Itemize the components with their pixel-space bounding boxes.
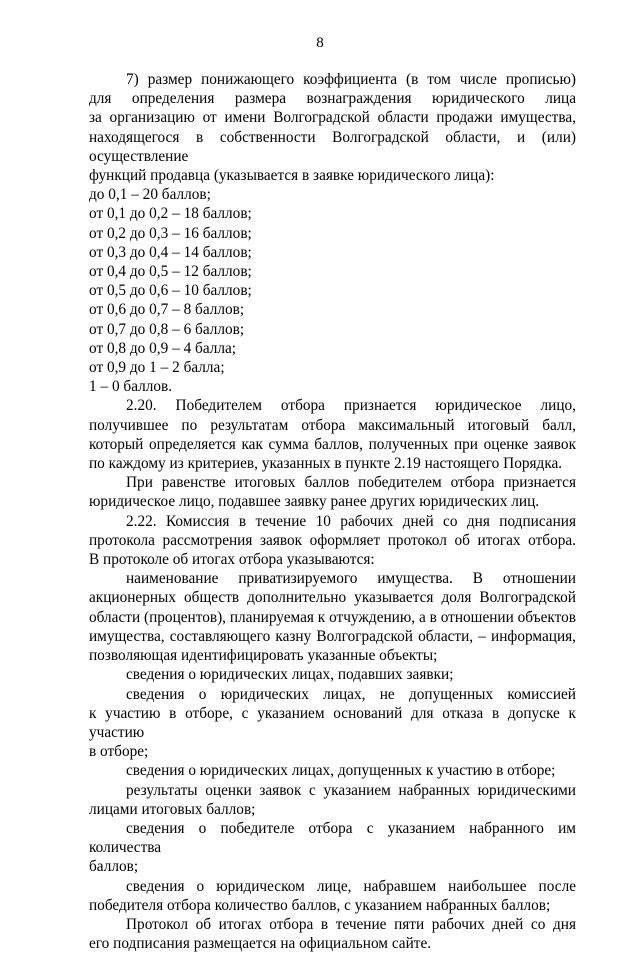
section-2-20-line-3: который определяется как сумма баллов, полученных при оценке заявок: [89, 435, 576, 453]
section-2-23-line-2: его подписания размещается на официальном сайте.: [89, 935, 432, 953]
section-2-21-line-2: юридическое лицо, подавшее заявку ранее других юридических лиц.: [89, 493, 540, 511]
section-2-22-line-2: протокола рассмотрения заявок оформляет протокол об итогах отбора.: [89, 531, 576, 549]
scale-item: от 0,2 до 0,3 – 16 баллов;: [89, 224, 252, 242]
protocol-item-1-line-2: акционерных обществ дополнительно указывается доля Волгоградской: [89, 589, 576, 607]
scale-item: от 0,8 до 0,9 – 4 балла;: [89, 339, 237, 357]
protocol-item-1-line-3: области (процентов), планируемая к отчуждению, а в отношении объектов: [89, 608, 576, 626]
scale-item: от 0,3 до 0,4 – 14 баллов;: [89, 243, 252, 261]
section-2-20-line-4: по каждому из критериев, указанных в пункте 2.19 настоящего Порядка.: [89, 455, 563, 473]
protocol-item-3-line-2: к участию в отборе, с указанием оснований для отказа в допуске к участию: [89, 704, 576, 741]
point7-line-3: за организацию от имени Волгоградской области продажи имущества,: [89, 109, 576, 127]
document-body: [89, 70, 576, 953]
page-number: 8: [316, 35, 324, 51]
scale-item: до 0,1 – 20 баллов;: [89, 186, 211, 204]
protocol-item-3-line-3: в отборе;: [89, 743, 149, 761]
section-2-22-line-3: В протоколе об итогах отбора указываются:: [89, 551, 375, 569]
section-2-22-line-1: 2.22. Комиссия в течение 10 рабочих дней со дня подписания: [126, 512, 576, 530]
scale-item: от 0,1 до 0,2 – 18 баллов;: [89, 205, 252, 223]
protocol-item-2: сведения о юридических лицах, подавших заявки;: [126, 666, 454, 684]
section-2-23-line-1: Протокол об итогах отбора в течение пяти рабочих дней со дня: [126, 915, 576, 933]
scale-item: от 0,7 до 0,8 – 6 баллов;: [89, 320, 245, 338]
section-2-20-line-2: получившее по результатам отбора максимальный итоговый балл,: [89, 416, 576, 434]
scale-item: от 0,6 до 0,7 – 8 баллов;: [89, 301, 245, 319]
section-2-21-line-1: При равенстве итоговых баллов победителем отбора признается: [126, 474, 576, 492]
point7-line-5: функций продавца (указывается в заявке юридического лица):: [89, 167, 495, 185]
protocol-item-1-line-5: позволяющая идентифицировать указанные объекты;: [89, 647, 438, 665]
protocol-item-7-line-2: победителя отбора количество баллов, с указанием набранных баллов;: [89, 896, 551, 914]
scale-item: от 0,5 до 0,6 – 10 баллов;: [89, 282, 252, 300]
protocol-item-5-line-2: лицами итоговых баллов;: [89, 800, 256, 818]
protocol-item-6-line-2: баллов;: [89, 858, 139, 876]
scale-item: 1 – 0 баллов.: [89, 378, 173, 396]
protocol-item-5-line-1: результаты оценки заявок с указанием набранных юридическими: [126, 781, 576, 799]
protocol-item-1-line-4: имущества, составляющего казну Волгоградской области, – информация,: [89, 627, 576, 645]
protocol-item-7-line-1: сведения о юридическом лице, набравшем наибольшее после: [126, 877, 576, 895]
point7-line-1: 7) размер понижающего коэффициента (в том числе прописью): [126, 71, 576, 88]
point7-line-2: для определения размера вознаграждения юридического лица: [89, 90, 576, 108]
section-2-20-line-1: 2.20. Победителем отбора признается юридическое лицо,: [126, 397, 576, 415]
point7-line-4: находящегося в собственности Волгоградской области, и (или) осуществление: [89, 128, 576, 165]
protocol-item-3-line-1: сведения о юридических лицах, не допущенных комиссией: [126, 685, 576, 703]
protocol-item-6-line-1: сведения о победителе отбора с указанием набранного им количества: [89, 819, 576, 857]
scale-item: от 0,4 до 0,5 – 12 баллов;: [89, 263, 252, 281]
scale-item: от 0,9 до 1 – 2 балла;: [89, 359, 225, 377]
protocol-item-1-line-1: наименование приватизируемого имущества. В отношении: [126, 570, 576, 588]
protocol-item-4: сведения о юридических лицах, допущенных к участию в отборе;: [126, 762, 556, 780]
